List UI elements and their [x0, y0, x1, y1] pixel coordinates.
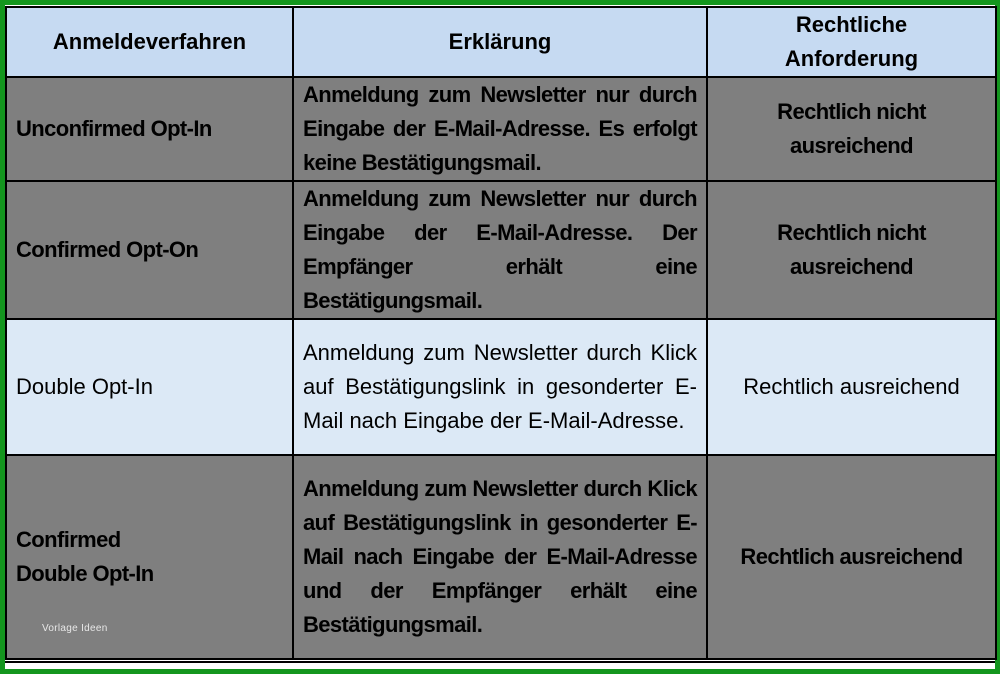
- description-cell: Anmeldung zum Newsletter durch Klick auf Bestätigungslink in gesonderter E-Mail nach Eingabe der E-Mail-Adresse.: [293, 319, 707, 455]
- method-line: Confirmed: [16, 527, 121, 552]
- requirement-line: Rechtlich nicht: [777, 99, 926, 124]
- method-line: Double Opt-In: [16, 374, 153, 399]
- requirement-cell: [707, 455, 996, 659]
- header-erklaerung: Erklärung: [293, 7, 707, 77]
- requirement-cell: [707, 181, 996, 319]
- requirement-line: Rechtlich ausreichend: [743, 374, 960, 399]
- requirement-cell: [707, 77, 996, 181]
- opt-in-comparison-table: [5, 6, 997, 660]
- description-cell: Anmeldung zum Newsletter nur durch Eingabe der E-Mail-Adresse. Der Empfänger erhält eine Bestätigungsmail.: [293, 181, 707, 319]
- method-line: Confirmed Opt-On: [16, 237, 199, 262]
- header-rechtliche-anforderung: [707, 7, 996, 77]
- method-cell: [6, 77, 293, 181]
- table-bottom-rule: [5, 661, 995, 663]
- requirement-cell: [707, 319, 996, 455]
- requirement-line: Rechtlich nicht: [777, 220, 926, 245]
- requirement-line: Rechtlich ausreichend: [740, 544, 963, 569]
- method-line: Double Opt-In: [16, 561, 154, 586]
- method-line: Unconfirmed Opt-In: [16, 116, 212, 141]
- watermark-text: Vorlage Ideen: [42, 623, 108, 634]
- table-header-row: [6, 7, 996, 77]
- description-cell: Anmeldung zum Newsletter nur durch Eingabe der E-Mail-Adresse. Es erfolgt keine Bestätigungsmail.: [293, 77, 707, 181]
- description-cell: Anmeldung zum Newsletter durch Klick auf Bestätigungslink in gesonderter E-Mail nach Eingabe der E-Mail-Adresse und der Empfänger erhält eine Bestätigungsmail.: [293, 455, 707, 659]
- header-col3-line2: Anforderung: [784, 46, 919, 71]
- method-cell: [6, 181, 293, 319]
- header-anmeldeverfahren: Anmeldeverfahren: [6, 7, 293, 77]
- method-cell: [6, 319, 293, 455]
- table-row: [6, 319, 996, 455]
- header-col3-line1: Rechtliche: [795, 12, 908, 37]
- requirement-line: ausreichend: [789, 133, 913, 158]
- requirement-line: ausreichend: [789, 254, 913, 279]
- table-row: [6, 181, 996, 319]
- table-row: [6, 455, 996, 659]
- table-row: [6, 77, 996, 181]
